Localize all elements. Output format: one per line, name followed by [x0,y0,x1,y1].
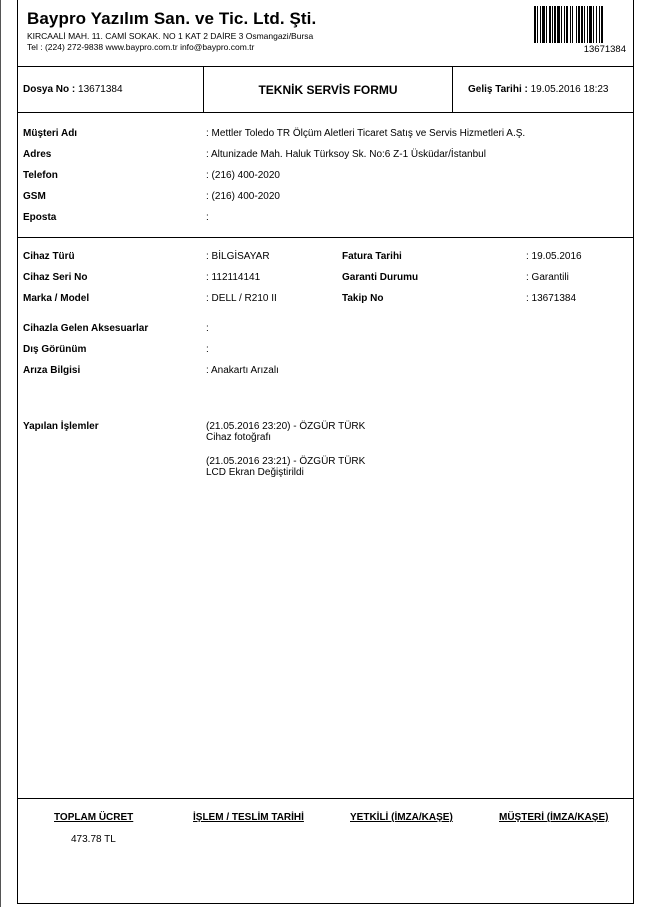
serial-number-value: : 112114141 [206,272,261,283]
form-title: TEKNİK SERVİS FORMU [258,83,398,97]
arrival-date [468,84,608,95]
barcode-bar [576,6,577,43]
accessories-label: Cihazla Gelen Aksesuarlar [23,323,149,334]
barcode-bar [584,6,585,43]
transaction-date-label: İŞLEM / TESLİM TARİHİ [193,812,304,823]
email-label: Eposta [23,212,57,223]
device-type-value: : BİLGİSAYAR [206,251,270,262]
barcode-bar [566,6,568,43]
barcode [534,6,626,43]
barcode-bar [601,6,603,43]
total-fee-value: 473.78 TL [71,834,116,845]
operation-text: LCD Ekran Değiştirildi [206,467,304,478]
invoice-date-value: : 19.05.2016 [526,251,582,262]
appearance-label: Dış Görünüm [23,344,87,355]
warranty-label: Garanti Durumu [342,272,419,283]
barcode-bar [596,6,597,43]
serial-number-label: Cihaz Seri No [23,272,88,283]
device-type-label: Cihaz Türü [23,251,75,262]
file-number-value: 13671384 [78,84,123,95]
phone-label: Telefon [23,170,58,181]
divider-line [17,798,634,799]
barcode-bar [564,6,565,43]
appearance-value: : [206,344,209,355]
brand-model-value: : DELL / R210 II [206,293,277,304]
divider-line [17,66,634,67]
barcode-number: 13671384 [583,44,626,55]
barcode-bar [589,6,592,43]
left-edge-rule [0,0,1,907]
barcode-bar [581,6,583,43]
company-address: KIRCAALİ MAH. 11. CAMİ SOKAK. NO 1 KAT 2 DAİRE 3 Osmangazi/Bursa [27,31,314,41]
tracking-number-value: : 13671384 [526,293,577,304]
warranty-value: : Garantili [526,272,569,283]
fault-info-label: Arıza Bilgisi [23,365,81,376]
authorized-signature-label: YETKİLİ (İMZA/KAŞE) [350,812,453,823]
customer-name-value: : Mettler Toledo TR Ölçüm Aletleri Ticaret Satış ve Servis Hizmetleri A.Ş. [206,128,526,139]
barcode-bar [557,6,560,43]
arrival-date-value: 19.05.2016 18:23 [530,84,609,95]
company-contact: Tel : (224) 272-9838 www.baypro.com.tr info@baypro.com.tr [27,42,255,52]
barcode-bar [599,6,600,43]
arrival-date-label: Geliş Tarihi : [468,84,528,95]
barcode-bar [570,6,571,43]
invoice-date-label: Fatura Tarihi [342,251,402,262]
divider-line [17,237,634,238]
barcode-bar [549,6,551,43]
barcode-bar [578,6,580,43]
barcode-bar [534,6,536,43]
operations-label: Yapılan İşlemler [23,421,99,432]
customer-name-label: Müşteri Adı [23,128,78,139]
address-label: Adres [23,149,52,160]
barcode-bar [554,6,556,43]
divider-line [17,112,634,113]
email-value: : [206,212,209,223]
barcode-bar [542,6,545,43]
operation-entry [206,421,365,443]
operation-header: (21.05.2016 23:20) - ÖZGÜR TÜRK [206,421,366,432]
operation-text: Cihaz fotoğrafı [206,432,272,443]
address-value: : Altunizade Mah. Haluk Türksoy Sk. No:6 Z-1 Üsküdar/İstanbul [206,149,486,160]
barcode-bar [561,6,562,43]
accessories-value: : [206,323,209,334]
total-fee-label: TOPLAM ÜCRET [54,812,134,823]
barcode-bar [552,6,553,43]
barcode-bar [546,6,547,43]
barcode-bar [587,6,588,43]
phone-value: : (216) 400-2020 [206,170,280,181]
barcode-bar [540,6,541,43]
fault-info-value: : Anakartı Arızalı [206,365,279,376]
barcode-bar [537,6,538,43]
file-number-label: Dosya No : [23,84,76,95]
file-number [23,84,123,95]
operation-entry [206,456,365,478]
customer-signature-label: MÜŞTERİ (İMZA/KAŞE) [499,812,609,823]
brand-model-label: Marka / Model [23,293,90,304]
operation-header: (21.05.2016 23:21) - ÖZGÜR TÜRK [206,456,366,467]
divider-line [452,66,453,112]
gsm-label: GSM [23,191,46,202]
barcode-bar [593,6,594,43]
company-name: Baypro Yazılım San. ve Tic. Ltd. Şti. [27,9,317,28]
gsm-value: : (216) 400-2020 [206,191,280,202]
tracking-number-label: Takip No [342,293,384,304]
barcode-bar [572,6,573,43]
